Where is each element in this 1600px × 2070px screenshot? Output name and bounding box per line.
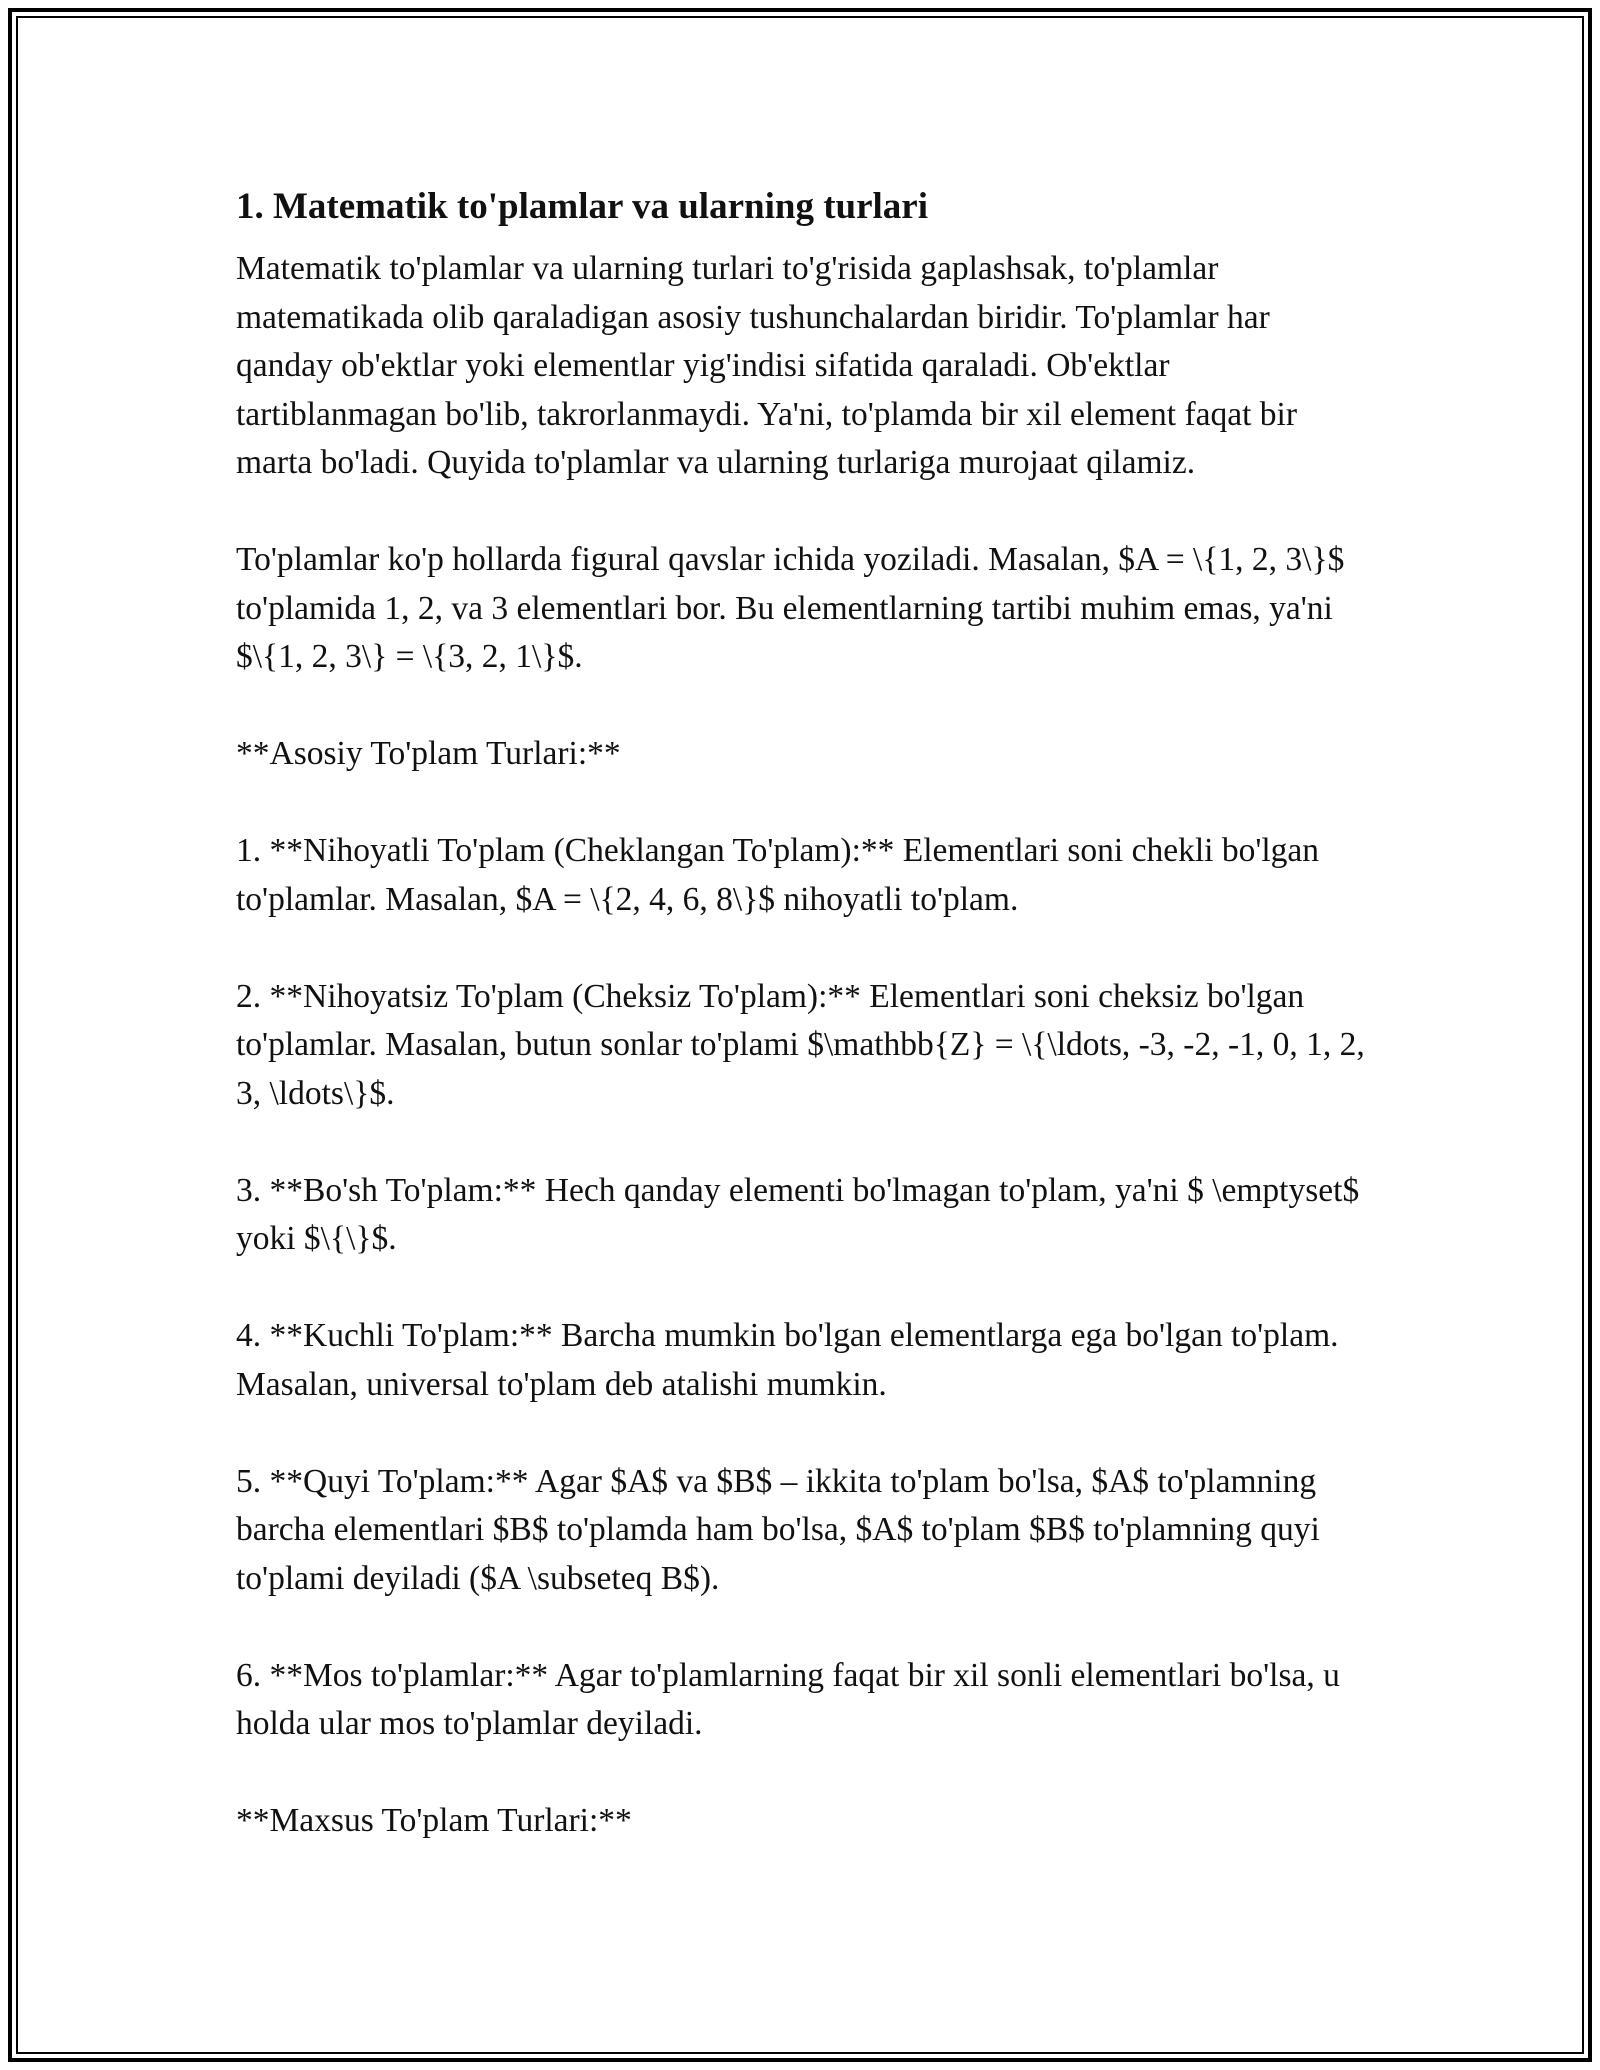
paragraph-notation: To'plamlar ko'p hollarda figural qavslar ichida yoziladi. Masalan, $A = \{1, 2, 3\}$ to'plamida 1, 2, va 3 elementlari bor. Bu elementlarning tartibi muhim emas, ya'ni $\{1, 2, 3\} = \{3, 2, 1\}$. — [236, 541, 1345, 675]
paragraph-intro: Matematik to'plamlar va ularning turlari to'g'risida gaplashsak, to'plamlar matematikada olib qaraladigan asosiy tushunchalardan biridir. To'plamlar har qanday ob'ektlar yoki elementlar yig'indisi sifatida qaraladi. Ob'ektlar tartiblanmagan bo'lib, takrorlanmaydi. Ya'ni, to'plamda bir xil element faqat bir marta bo'ladi. Quyida to'plamlar va ularning turlariga murojaat qilamiz. — [236, 250, 1297, 481]
heading-special-types: **Maxsus To'plam Turlari:** — [236, 1802, 632, 1839]
list-item-strong-set: 4. **Kuchli To'plam:** Barcha mumkin bo'lgan elementlarga ega bo'lgan to'plam. Masalan, universal to'plam deb atalishi mumkin. — [236, 1317, 1339, 1403]
list-item-empty-set: 3. **Bo'sh To'plam:** Hech qanday elementi bo'lmagan to'plam, ya'ni $ \emptyset$ yoki $\{\}$. — [236, 1171, 1360, 1257]
list-item-finite-set: 1. **Nihoyatli To'plam (Cheklangan To'plam):** Elementlari soni chekli bo'lgan to'plamlar. Masalan, $A = \{2, 4, 6, 8\}$ nihoyatli to'plam. — [236, 832, 1320, 918]
heading-main-types: **Asosiy To'plam Turlari:** — [236, 735, 621, 772]
list-item-infinite-set: 2. **Nihoyatsiz To'plam (Cheksiz To'plam):** Elementlari soni cheksiz bo'lgan to'plamlar. Masalan, butun sonlar to'plami $\mathbb{Z} = \{\ldots, -3, -2, -1, 0, 1, 2, 3, \ldots\}$. — [236, 977, 1365, 1112]
list-item-subset: 5. **Quyi To'plam:** Agar $A$ va $B$ – ikkita to'plam bo'lsa, $A$ to'plamning barcha elementlari $B$ to'plamda ham bo'lsa, $A$ to'plam $B$ to'plamning quyi to'plami deyiladi ($A \subseteq B$). — [236, 1462, 1320, 1597]
document-body — [236, 183, 1366, 1894]
list-item-equivalent-sets: 6. **Mos to'plamlar:** Agar to'plamlarning faqat bir xil sonli elementlari bo'lsa, u holda ular mos to'plamlar deyiladi. — [236, 1656, 1340, 1742]
document-title: 1. Matematik to'plamlar va ularning turlari — [236, 186, 928, 227]
